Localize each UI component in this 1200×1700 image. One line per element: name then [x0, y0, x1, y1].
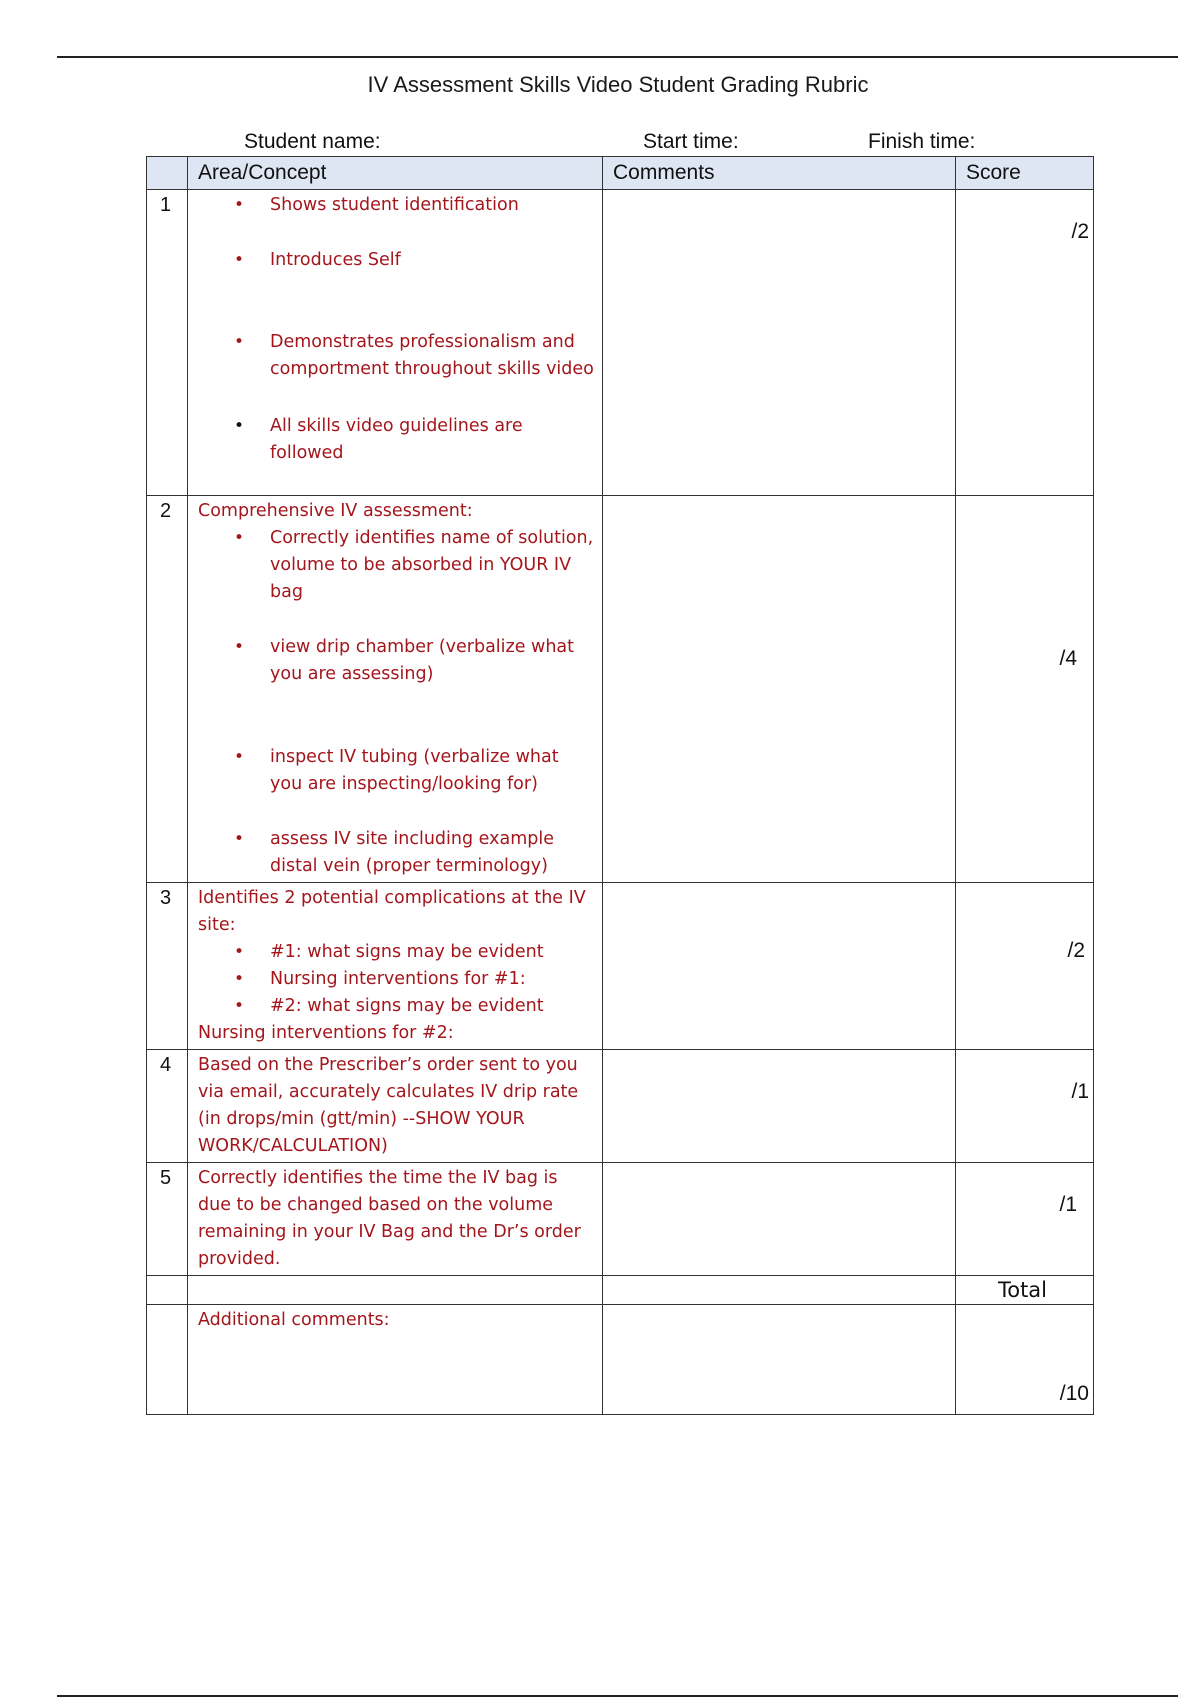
header-number-cell	[147, 157, 188, 190]
criterion-intro: Correctly identifies the time the IV bag is due to be changed based on the volume remaining in your IV Bag and the Dr’s order provided.	[198, 1168, 581, 1269]
header-score: Score	[956, 157, 1094, 190]
criterion-item: • #2: what signs may be evident	[270, 993, 594, 1020]
student-name-label: Student name:	[244, 130, 381, 153]
grading-rubric-table	[146, 156, 1094, 1415]
header-area-concept: Area/Concept	[188, 157, 603, 190]
criteria-list	[198, 192, 594, 467]
score-value: /1	[1059, 1193, 1077, 1216]
criterion-item: • Demonstrates professionalism and comportment throughout skills video	[270, 329, 594, 383]
row-number: 5	[147, 1163, 188, 1276]
comments-cell[interactable]	[603, 1050, 956, 1163]
score-value: /1	[1071, 1080, 1089, 1103]
criterion-item: • Shows student identification	[270, 192, 594, 219]
additional-comments-cell[interactable]	[603, 1305, 956, 1415]
criterion-outro: Nursing interventions for #2:	[198, 1023, 454, 1043]
area-concept-cell	[188, 1163, 603, 1276]
area-concept-cell	[188, 190, 603, 496]
table-row	[147, 190, 1094, 496]
top-rule	[57, 56, 1178, 58]
area-concept-cell	[188, 496, 603, 883]
row-number: 3	[147, 883, 188, 1050]
total-comments-cell	[603, 1276, 956, 1305]
table-header-row	[147, 157, 1094, 190]
score-value: /2	[1067, 939, 1085, 962]
score-cell[interactable]	[956, 496, 1094, 883]
score-cell[interactable]	[956, 190, 1094, 496]
total-row	[147, 1276, 1094, 1305]
criteria-list	[198, 525, 594, 880]
criterion-intro: Comprehensive IV assessment:	[198, 501, 473, 521]
criterion-item: • view drip chamber (verbalize what you are assessing)	[270, 634, 594, 688]
comments-cell[interactable]	[603, 883, 956, 1050]
score-value: /2	[1071, 220, 1089, 243]
total-score-value: /10	[1059, 1382, 1089, 1405]
score-cell[interactable]	[956, 1163, 1094, 1276]
finish-time-label: Finish time:	[868, 130, 976, 153]
bottom-rule	[57, 1695, 1178, 1697]
area-concept-cell	[188, 883, 603, 1050]
row-number: 4	[147, 1050, 188, 1163]
criterion-item: • Correctly identifies name of solution, volume to be absorbed in YOUR IV bag	[270, 525, 594, 606]
criterion-item: • All skills video guidelines are followed	[270, 413, 594, 467]
header-comments: Comments	[603, 157, 956, 190]
additional-comments-row	[147, 1305, 1094, 1415]
criterion-item: • Nursing interventions for #1:	[270, 966, 594, 993]
total-label: Total	[956, 1276, 1094, 1305]
comments-cell[interactable]	[603, 496, 956, 883]
row-number: 2	[147, 496, 188, 883]
criterion-intro: Based on the Prescriber’s order sent to you via email, accurately calculates IV drip rate (in drops/min (gtt/min) --SHOW YOUR WORK/CALCULATION)	[198, 1055, 579, 1156]
score-value: /4	[1059, 647, 1077, 670]
additional-number-cell	[147, 1305, 188, 1415]
additional-comments-label: Additional comments:	[188, 1305, 603, 1415]
start-time-label: Start time:	[643, 130, 739, 153]
table-row	[147, 1163, 1094, 1276]
criterion-intro: Identifies 2 potential complications at the IV site:	[198, 888, 586, 935]
page-title: IV Assessment Skills Video Student Grading Rubric	[367, 72, 869, 97]
total-number-cell	[147, 1276, 188, 1305]
area-concept-cell	[188, 1050, 603, 1163]
score-cell[interactable]	[956, 1050, 1094, 1163]
comments-cell[interactable]	[603, 190, 956, 496]
comments-cell[interactable]	[603, 1163, 956, 1276]
total-score-cell[interactable]	[956, 1305, 1094, 1415]
total-area-cell	[188, 1276, 603, 1305]
table-row	[147, 883, 1094, 1050]
table-row	[147, 1050, 1094, 1163]
criterion-item: • Introduces Self	[270, 247, 594, 274]
score-cell[interactable]	[956, 883, 1094, 1050]
row-number: 1	[147, 190, 188, 496]
criteria-list	[198, 939, 594, 1020]
table-row	[147, 496, 1094, 883]
criterion-item: • inspect IV tubing (verbalize what you are inspecting/looking for)	[270, 744, 594, 798]
criterion-item: • #1: what signs may be evident	[270, 939, 594, 966]
criterion-item: • assess IV site including example distal vein (proper terminology)	[270, 826, 594, 880]
